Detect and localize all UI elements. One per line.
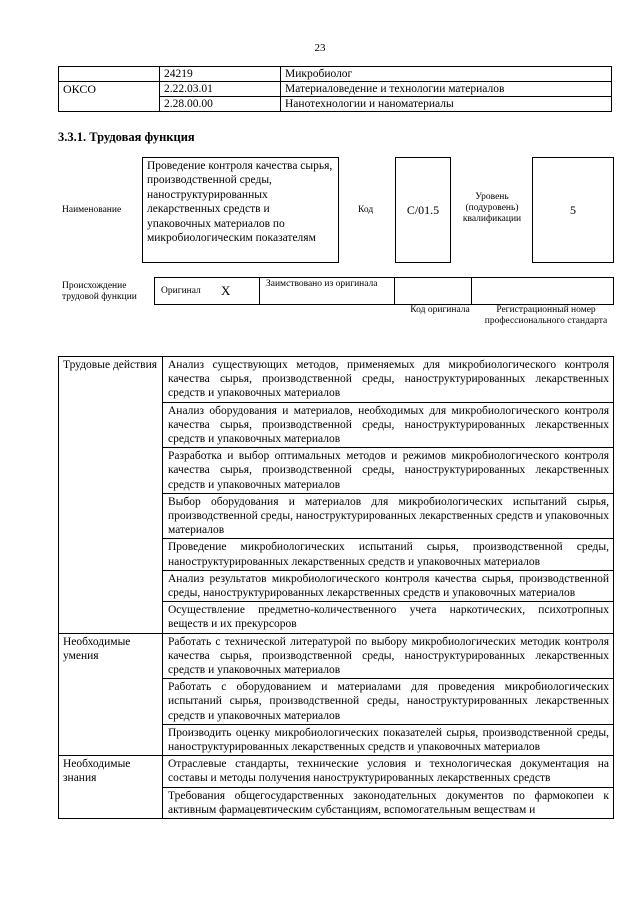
- origin-code-cell: [395, 278, 472, 304]
- function-level-box: [532, 157, 614, 263]
- function-code-value: С/01.5: [406, 202, 440, 217]
- okso-empty-cell: [59, 67, 160, 82]
- function-code-box: [395, 157, 451, 263]
- okso-code: 24219: [160, 67, 281, 82]
- table-cell: Работать с технической литературой по выбору микробиологических методик контроля качества сырья, производственной среды, наноструктурированных лекарственных средств и упаковочных материалов: [163, 633, 614, 679]
- code-original-caption: Код оригинала: [410, 305, 470, 315]
- table-cell: Анализ существующих методов, применяемых для микробиологического контроля качества сырья, производственной среды, наноструктурированных лекарственных средств и упаковочных материалов: [163, 357, 614, 403]
- section-title: 3.3.1. Трудовая функция: [58, 130, 195, 144]
- function-level-value: 5: [570, 202, 576, 217]
- table-row: [59, 357, 614, 403]
- name-label: Наименование: [62, 205, 122, 215]
- category-labor-actions: Трудовые действия: [59, 357, 163, 634]
- okso-name: Микробиолог: [281, 67, 612, 82]
- okso-name: Материаловедение и технологии материалов: [281, 82, 612, 97]
- level-label: Уровень (подуровень) квалификации: [462, 192, 522, 224]
- okso-code: 2.22.03.01: [160, 82, 281, 97]
- original-label: Оригинал: [161, 286, 201, 296]
- table-row: [59, 67, 612, 82]
- origin-borrowed-cell: [260, 278, 395, 304]
- table-cell: Требования общегосударственных законодательных документов по фармокопеи к активным фармацевтическим субстанциям, вспомогательным веществам и: [163, 787, 614, 818]
- origin-label: Происхождение трудовой функции: [62, 281, 137, 302]
- table-row: [59, 633, 614, 679]
- page-number: 23: [314, 42, 326, 54]
- table-cell: Проведение микробиологических испытаний сырья, производственной среды, наноструктурированных лекарственных средств и упаковочных материалов: [163, 539, 614, 570]
- table-cell: Работать с оборудованием и материалами для проведения микробиологических испытаний сырья, производственной среды, наноструктурированных лекарственных средств и упаковочных материалов: [163, 679, 614, 725]
- code-label: Код: [358, 205, 374, 215]
- okso-label: ОКСО: [59, 82, 160, 112]
- okso-name: Нанотехнологии и наноматериалы: [281, 97, 612, 112]
- table-cell: Анализ результатов микробиологического контроля качества сырья, производственной среды, наноструктурированных лекарственных средств и упаковочных материалов: [163, 570, 614, 601]
- table-cell: Разработка и выбор оптимальных методов и режимов микробиологического контроля качества сырья, производственной среды, наноструктурированных лекарственных средств и упаковочных материалов: [163, 448, 614, 494]
- table-cell: Выбор оборудования и материалов для микробиологических испытаний сырья, производственной среды, наноструктурированных лекарственных средств и упаковочных материалов: [163, 493, 614, 539]
- table-cell: Производить оценку микробиологических показателей сырья, производственной среды, наноструктурированных лекарственных средств и упаковочных материалов: [163, 724, 614, 755]
- category-required-knowledge: Необходимые знания: [59, 756, 163, 819]
- table-row: [59, 756, 614, 787]
- table-cell: Анализ оборудования и материалов, необходимых для микробиологического контроля качества сырья, производственной среды, наноструктурированных лекарственных средств и упаковочных материалов: [163, 402, 614, 448]
- reg-number-caption: Регистрационный номер профессионального стандарта: [484, 305, 608, 326]
- okso-table: [58, 66, 612, 112]
- labor-function-table: [58, 356, 614, 819]
- okso-code: 2.28.00.00: [160, 97, 281, 112]
- table-cell: Отраслевые стандарты, технические условия и технологическая документация на составы и методы получения наноструктурированных лекарственных средств: [163, 756, 614, 787]
- function-name-box: Проведение контроля качества сырья, производственной среды, наноструктурированных лекарственных средств и упаковочных материалов по микробиологическим показателям: [142, 157, 339, 263]
- table-cell: Осуществление предметно-количественного учета наркотических, психотропных веществ и их прекурсоров: [163, 602, 614, 633]
- borrowed-label: Заимствовано из оригинала: [266, 279, 378, 289]
- table-row: [59, 82, 612, 97]
- origin-original-cell: [155, 278, 260, 304]
- category-required-skills: Необходимые умения: [59, 633, 163, 756]
- origin-row: [154, 277, 614, 305]
- origin-reg-cell: [472, 278, 614, 304]
- original-mark: X: [221, 283, 231, 298]
